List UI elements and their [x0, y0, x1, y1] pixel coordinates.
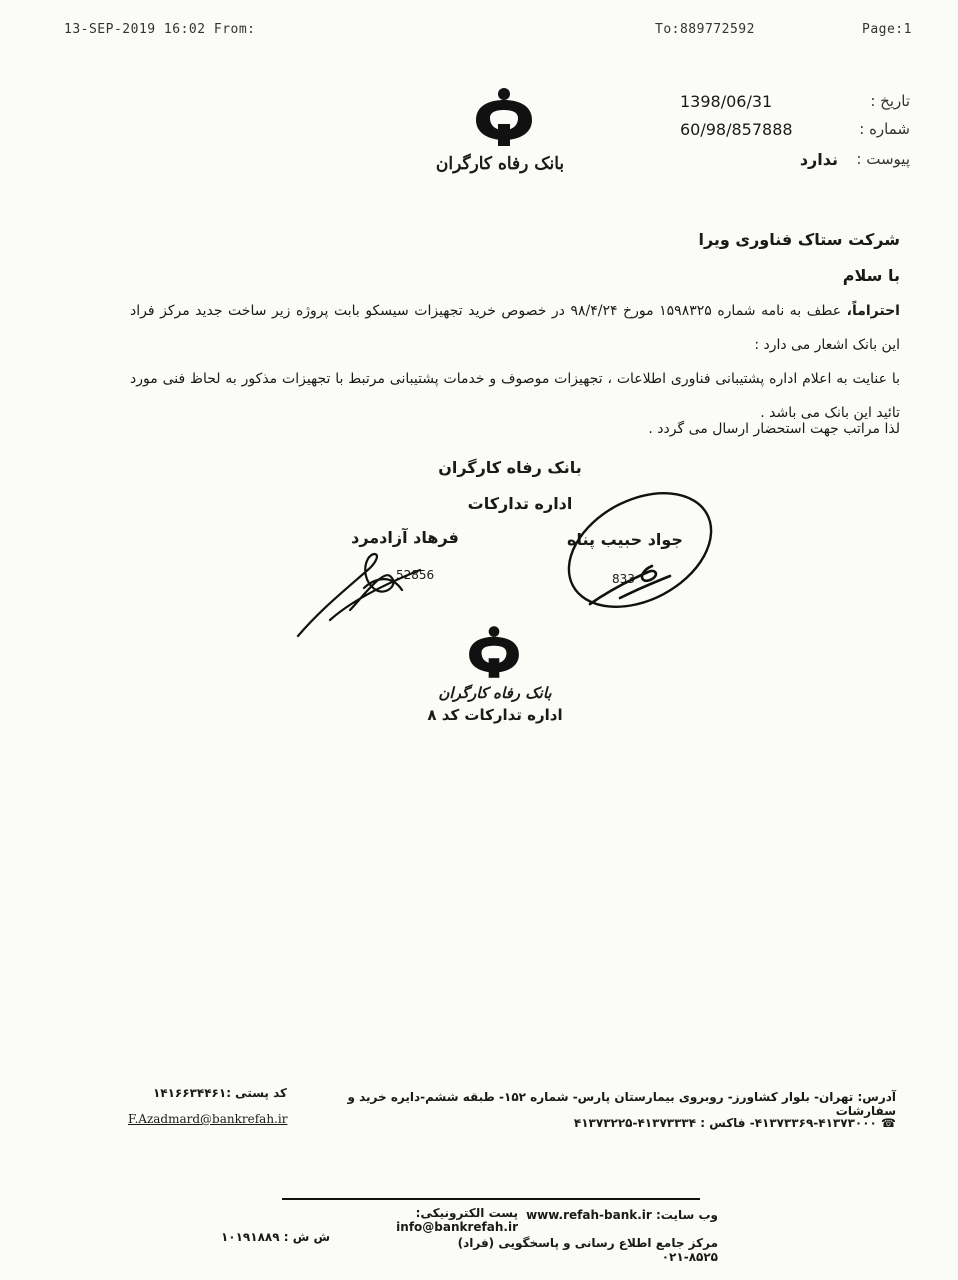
contact-email: F.Azadmard@bankrefah.ir: [128, 1112, 288, 1126]
office-phones: ☎ ۴۱۳۷۳۳۶۹-۴۱۳۷۳۰۰۰- فاکس : ۴۱۳۷۳۳۳۴-۴۱۳۷۳۲۲۵: [573, 1116, 896, 1130]
signature-left-scribble: [290, 540, 430, 640]
fax-header-page: Page:1: [862, 22, 912, 37]
greeting: با سلام: [842, 266, 900, 285]
signature-org-line2: اداره تدارکات: [467, 494, 573, 513]
fax-header-sender: 13-SEP-2019 16:02 From:: [64, 22, 256, 37]
signer-right-name: جواد حبیب پناه: [567, 530, 683, 549]
date-label: تاریخ :: [870, 92, 910, 110]
stamp-line2: اداره تدارکات کد ۸: [427, 706, 563, 724]
paragraph-1-text: عطف به نامه شماره ۱۵۹۸۳۲۵ مورخ ۹۸/۴/۲۴ در خصوص خرید تجهیزات سیسکو بابت پروژه زیر ساخت جدید مرکز فراد این بانک اشعار می دارد :: [130, 303, 900, 353]
addressee: شرکت ستاک فناوری ویرا: [698, 230, 900, 249]
signer-right-code: 833: [612, 572, 635, 586]
meta-date: [680, 92, 910, 118]
footer-divider: [282, 1198, 700, 1200]
meta-number: [680, 120, 910, 146]
paragraph-1: [130, 294, 900, 362]
stamp-line1: بانک رفاه کارگران: [438, 684, 552, 702]
signer-left-name: فرهاد آزادمرد: [351, 528, 459, 547]
meta-attachment: [680, 150, 910, 176]
number-value: 60/98/857888: [680, 120, 793, 139]
stamp-logo: [462, 624, 526, 684]
paragraph-1-opening: احتراماً،: [846, 303, 900, 319]
postal-code: کد پستی :۱۴۱۶۶۳۴۴۶۱: [152, 1086, 288, 1100]
fax-header-recipient: To:889772592: [655, 22, 755, 37]
attachment-label: پیوست :: [856, 150, 910, 168]
signature-org-line1: بانک رفاه کارگران: [438, 458, 582, 477]
bank-logo: [468, 86, 540, 152]
bank-email: پست الکترونیکی: info@bankrefah.ir: [396, 1206, 518, 1234]
registration-number: ش ش : ۱۰۱۹۱۸۸۹: [220, 1230, 330, 1244]
date-value: 1398/06/31: [680, 92, 773, 111]
office-address: آدرس: تهران- بلوار کشاورز- روبروی بیمارستان پارس- شماره ۱۵۲- طبقه ششم-دایره خرید و سفارشات: [347, 1090, 896, 1118]
bank-website: وب سایت: www.refah-bank.ir: [526, 1208, 718, 1222]
paragraph-3: لذا مراتب جهت استحضار ارسال می گردد .: [648, 421, 900, 437]
attachment-value: ندارد: [799, 150, 838, 169]
signer-left-code: 52856: [396, 568, 435, 582]
letterhead-bank-name: بانک رفاه کارگران: [435, 154, 565, 174]
paragraph-2: با عنایت به اعلام اداره پشتیبانی فناوری اطلاعات ، تجهیزات موصوف و خدمات پشتیبانی مرتبط با تجهیزات مذکور به لحاظ فنی مورد تائید این بانک می باشد .: [130, 371, 900, 421]
signature-right-scribble: [560, 480, 730, 620]
number-label: شماره :: [859, 120, 910, 138]
call-center: مرکز جامع اطلاع رسانی و پاسخگویی (فراد) ۸۵۲۵-۰۲۱: [457, 1236, 718, 1264]
